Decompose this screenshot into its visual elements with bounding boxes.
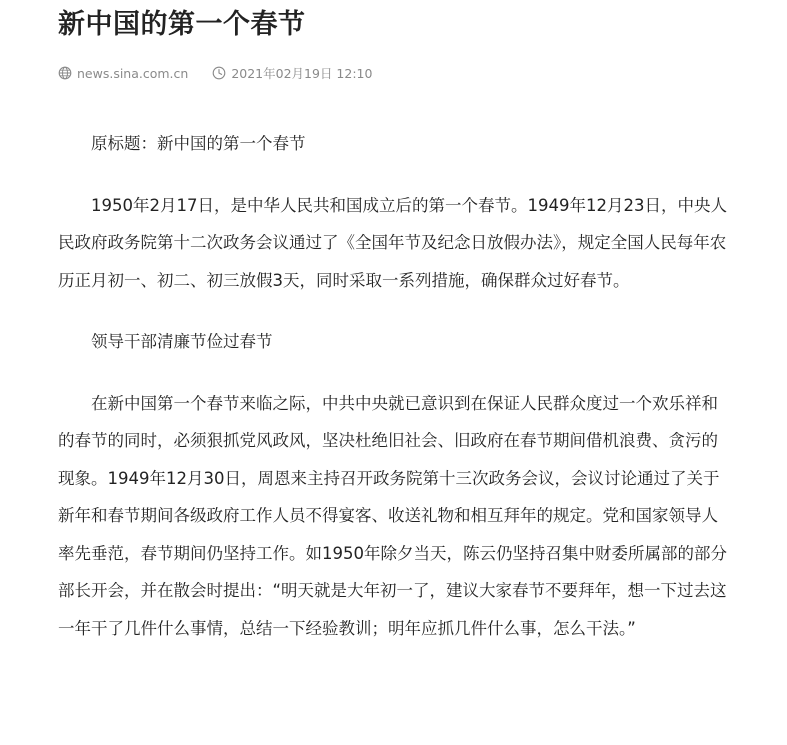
section-heading: 领导干部清廉节俭过春节 (91, 332, 273, 351)
paragraph: 1950年2月17日，是中华人民共和国成立后的第一个春节。1949年12月23日，中央人民政府政务院第十二次政务会议通过了《全国年节及纪念日放假办法》，规定全国人民每年农历正月初一、初二、初三放假3天，同时采取一系列措施，确保群众过好春节。 (58, 195, 727, 290)
publish-time (212, 64, 372, 82)
article-meta (58, 65, 728, 81)
article (58, 0, 728, 671)
source-info (58, 66, 188, 81)
source-link[interactable]: news.sina.com.cn (77, 65, 189, 81)
clock-icon (212, 66, 226, 80)
original-title-line: 原标题：新中国的第一个春节 (91, 134, 306, 153)
article-title: 新中国的第一个春节 (58, 9, 306, 40)
publish-datetime: 2021年02月19日 12:10 (231, 66, 373, 81)
globe-icon (58, 66, 72, 80)
paragraph: 在新中国第一个春节来临之际，中共中央就已意识到在保证人民群众度过一个欢乐祥和的春节的同时，必须狠抓党风政风，坚决杜绝旧社会、旧政府在春节期间借机浪费、贪污的现象。1949年12月30日，周恩来主持召开政务院第十三次政务会议，会议讨论通过了关于新年和春节期间各级政府工作人员不得宴客、收送礼物和相互拜年的规定。党和国家领导人率先垂范，春节期间仍坚持工作。如1950年除夕当天，陈云仍坚持召集中财委所属部的部分部长开会，并在散会时提出：“明天就是大年初一了，建议大家春节不要拜年，想一下过去这一年干了几件什么事情，总结一下经验教训；明年应抓几件什么事，怎么干法。” (58, 393, 727, 638)
article-body (58, 125, 728, 647)
